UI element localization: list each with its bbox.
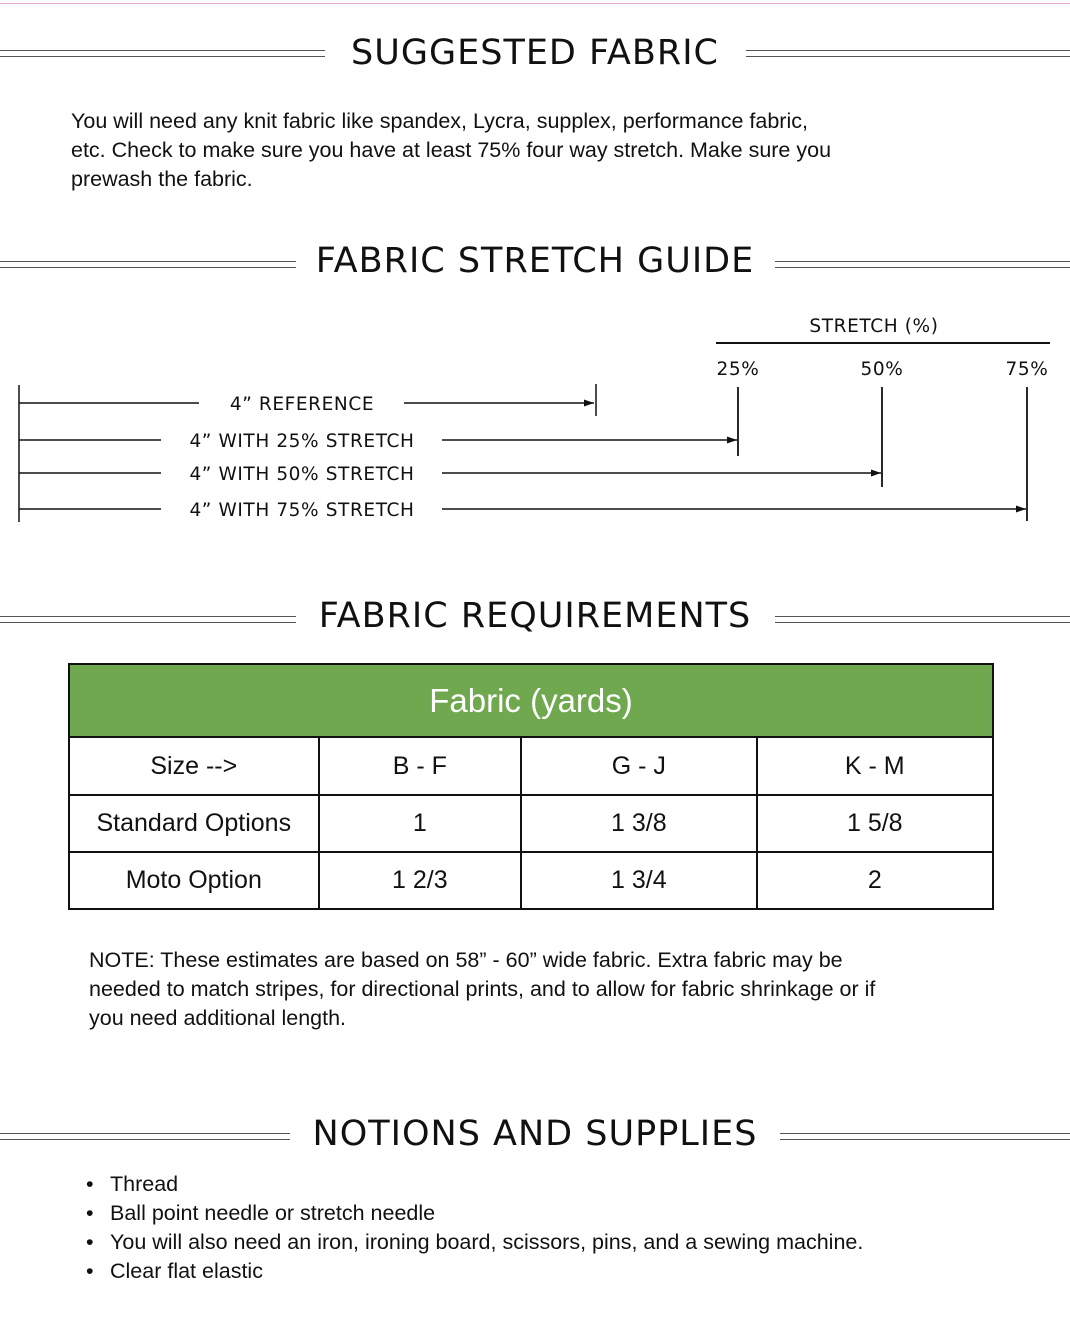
heading-text: FABRIC REQUIREMENTS xyxy=(318,596,752,636)
table-title: Fabric (yards) xyxy=(69,664,993,737)
table-header-cell: G - J xyxy=(521,737,756,795)
table-cell: 1 3/8 xyxy=(521,795,756,852)
table-title-row xyxy=(69,664,993,737)
table-header-cell: K - M xyxy=(757,737,993,795)
list-item-text: You will also need an iron, ironing board, scissors, pins, and a sewing machine. xyxy=(110,1230,864,1254)
guide-row-label: 4” WITH 25% STRETCH xyxy=(189,431,415,452)
scale-tick-label: 75% xyxy=(1005,359,1049,380)
list-item xyxy=(86,1228,863,1257)
table-cell: Moto Option xyxy=(69,852,319,909)
guide-row-label: 4” WITH 75% STRETCH xyxy=(189,500,415,521)
bullet: • xyxy=(86,1201,94,1225)
note-line: you need additional length. xyxy=(89,1006,347,1030)
table-cell: 2 xyxy=(757,852,993,909)
bullet: • xyxy=(86,1230,94,1254)
paragraph-line: You will need any knit fabric like spandex, Lycra, supplex, performance fabric, xyxy=(71,109,808,133)
heading-text: SUGGESTED FABRIC xyxy=(351,33,719,73)
table-cell: 1 5/8 xyxy=(757,795,993,852)
table-header-cell: Size --> xyxy=(69,737,319,795)
heading-text: FABRIC STRETCH GUIDE xyxy=(315,241,755,281)
list-item xyxy=(86,1170,863,1199)
notions-heading xyxy=(0,1112,1070,1156)
table-cell: Standard Options xyxy=(69,795,319,852)
table-header-cell: B - F xyxy=(319,737,522,795)
fabric-requirements-heading xyxy=(0,594,1070,638)
table-cell: 1 2/3 xyxy=(319,852,522,909)
scale-tick-label: 25% xyxy=(716,359,760,380)
heading-rule-right xyxy=(780,1133,1070,1140)
note-line: needed to match stripes, for directional prints, and to allow for fabric shrinkage or if xyxy=(89,977,876,1001)
table-cell: 1 xyxy=(319,795,522,852)
table-row xyxy=(69,795,993,852)
paragraph-line: etc. Check to make sure you have at least 75% four way stretch. Make sure you xyxy=(71,138,832,162)
fabric-note xyxy=(89,946,875,1033)
table-cell: 1 3/4 xyxy=(521,852,756,909)
list-item xyxy=(86,1199,863,1228)
suggested-fabric-heading xyxy=(0,31,1070,75)
paragraph-line: prewash the fabric. xyxy=(71,167,253,191)
note-line: NOTE: These estimates are based on 58” - 60” wide fabric. Extra fabric may be xyxy=(89,948,843,972)
scale-tick-label: 50% xyxy=(860,359,904,380)
guide-row-label: 4” REFERENCE xyxy=(229,394,375,415)
list-item-text: Ball point needle or stretch needle xyxy=(110,1201,436,1225)
supplies-list xyxy=(86,1170,863,1286)
stretch-scale-label: STRETCH (%) xyxy=(809,316,939,337)
table-row xyxy=(69,852,993,909)
suggested-fabric-paragraph xyxy=(71,107,831,194)
list-item-text: Thread xyxy=(110,1172,179,1196)
bullet: • xyxy=(86,1172,94,1196)
bullet: • xyxy=(86,1259,94,1283)
guide-row-label: 4” WITH 50% STRETCH xyxy=(189,464,415,485)
table-header-row xyxy=(69,737,993,795)
heading-rule-right xyxy=(775,616,1070,623)
list-item xyxy=(86,1257,863,1286)
heading-rule-right xyxy=(775,261,1070,268)
top-border-line xyxy=(0,3,1070,4)
stretch-guide-heading xyxy=(0,239,1070,283)
fabric-requirements-table xyxy=(68,663,994,910)
heading-text: NOTIONS AND SUPPLIES xyxy=(312,1114,758,1154)
stretch-guide-diagram xyxy=(0,300,1070,540)
heading-rule-right xyxy=(746,50,1070,57)
list-item-text: Clear flat elastic xyxy=(110,1259,263,1283)
